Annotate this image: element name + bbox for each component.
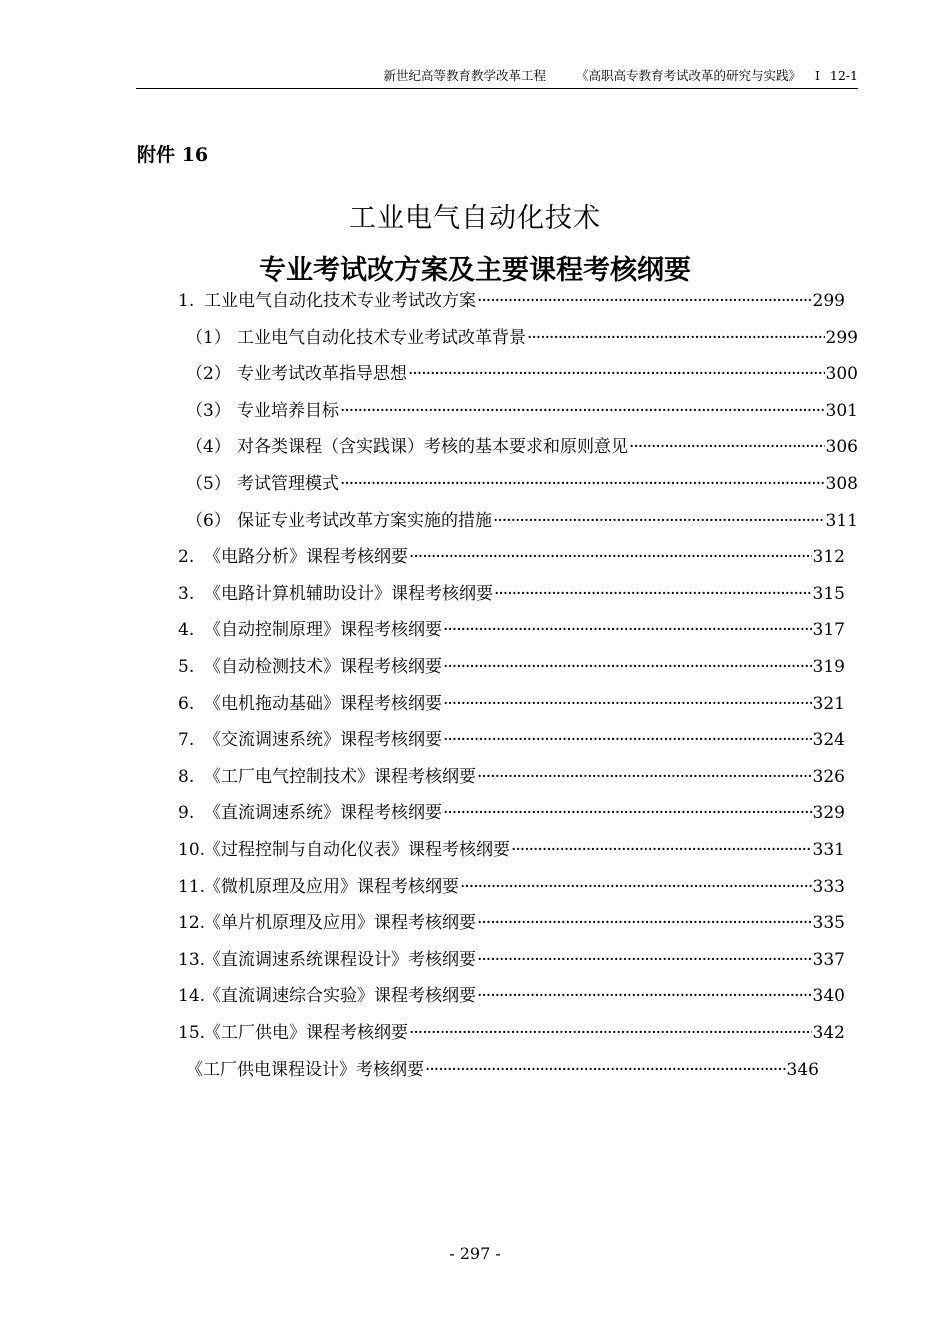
toc-entry-number: 15. <box>178 1023 206 1043</box>
toc-dot-leader <box>477 765 812 789</box>
toc-entry-number: （6） <box>186 510 231 531</box>
toc-entry-number: （1） <box>186 327 231 348</box>
toc-entry-number: 5. <box>178 657 195 677</box>
toc-entry-number: 10. <box>178 840 206 860</box>
toc-dot-leader <box>511 838 812 862</box>
toc-entry-page: 324 <box>812 730 845 751</box>
toc-entry[interactable] <box>186 362 858 386</box>
toc-entry[interactable] <box>186 399 858 423</box>
document-title: 工业电气自动化技术 <box>349 203 601 234</box>
toc-entry-title: 《电路分析》课程考核纲要 <box>204 547 408 568</box>
toc-entry-page: 321 <box>812 693 845 714</box>
toc-entry-page: 333 <box>812 876 845 897</box>
toc-entry-title: 《微机原理及应用》课程考核纲要 <box>204 876 459 897</box>
toc-entry-number: 14. <box>178 986 206 1007</box>
toc-entry-page: 308 <box>825 474 858 494</box>
page-number: - 297 - <box>449 1244 501 1263</box>
toc-entry-page: 319 <box>812 657 845 677</box>
toc-entry[interactable] <box>178 838 845 862</box>
toc-entry-page: 335 <box>812 913 845 934</box>
toc-entry-number: 8. <box>178 766 195 787</box>
header-code: 12-1 <box>829 68 858 83</box>
toc-entry[interactable] <box>178 1021 845 1045</box>
toc-entry-title: 专业考试改革指导思想 <box>237 364 407 385</box>
toc-dot-leader <box>460 875 812 899</box>
toc-entry-title: 保证专业考试改革方案实施的措施 <box>237 510 492 531</box>
toc-dot-leader <box>477 911 812 935</box>
toc-dot-leader <box>527 326 825 350</box>
toc-entry[interactable] <box>186 509 858 533</box>
toc-entry-page: 326 <box>812 766 845 787</box>
toc-entry-title: 《自动控制原理》课程考核纲要 <box>204 620 442 641</box>
toc-entry-page: 299 <box>825 327 858 348</box>
toc-entry-page: 346 <box>786 1059 819 1080</box>
toc-entry[interactable] <box>178 911 845 935</box>
toc-dot-leader <box>443 655 812 679</box>
attachment-label: 附件 16 <box>137 144 209 166</box>
toc-entry-page: 337 <box>812 949 845 970</box>
toc-entry-title: 《交流调速系统》课程考核纲要 <box>204 730 442 751</box>
toc-entry-title: 《过程控制与自动化仪表》课程考核纲要 <box>204 840 510 860</box>
toc-entry-page: 299 <box>812 291 845 311</box>
toc-entry[interactable] <box>186 326 858 350</box>
toc-entry-title: 《工厂电气控制技术》课程考核纲要 <box>204 766 476 787</box>
toc-dot-leader <box>409 545 812 569</box>
toc-entry-title: 《电路计算机辅助设计》课程考核纲要 <box>204 583 493 604</box>
toc-entry-title: 专业培养目标 <box>237 400 339 421</box>
toc-dot-leader <box>408 362 825 386</box>
toc-entry-title: 《工厂供电》课程考核纲要 <box>204 1023 408 1043</box>
toc-entry-number: 4. <box>178 620 195 641</box>
toc-entry-number: （2） <box>186 364 231 385</box>
toc-dot-leader <box>443 728 812 752</box>
toc-entry-title: 《电机拖动基础》课程考核纲要 <box>204 693 442 714</box>
toc-entry-page: 340 <box>812 986 845 1007</box>
toc-entry-number: 3. <box>178 583 195 604</box>
toc-entry-number: 13. <box>178 949 206 970</box>
toc-entry[interactable] <box>178 582 845 606</box>
toc-entry-title: 考试管理模式 <box>237 474 339 494</box>
toc-dot-leader <box>477 984 812 1008</box>
toc-entry[interactable] <box>178 692 845 716</box>
header-project-name: 新世纪高等教育教学改革工程 <box>383 68 546 83</box>
toc-dot-leader <box>477 948 812 972</box>
toc-entry-page: 300 <box>825 364 858 385</box>
header-book-title: 《高职高专教育考试改革的研究与实践》 <box>575 68 801 83</box>
toc-entry-number: （5） <box>186 474 231 494</box>
toc-entry-title: 《自动检测技术》课程考核纲要 <box>204 657 442 677</box>
toc-entry[interactable] <box>178 984 845 1008</box>
toc-entry-title: 《直流调速系统课程设计》考核纲要 <box>204 949 476 970</box>
toc-entry-number: 9. <box>178 803 195 824</box>
toc-dot-leader <box>477 289 812 313</box>
toc-entry-page: 301 <box>825 400 858 421</box>
toc-entry-page: 312 <box>812 547 845 568</box>
toc-entry-page: 311 <box>825 510 858 531</box>
toc-entry[interactable] <box>186 1058 819 1082</box>
toc-dot-leader <box>425 1058 786 1082</box>
toc-entry-page: 315 <box>812 583 845 604</box>
toc-entry[interactable] <box>178 545 845 569</box>
toc-entry-number: （4） <box>186 437 231 458</box>
document-subtitle: 专业考试改方案及主要课程考核纲要 <box>259 255 691 286</box>
toc-entry-page: 306 <box>825 437 858 458</box>
toc-entry-number: 6. <box>178 693 195 714</box>
toc-entry[interactable] <box>186 435 858 459</box>
running-header <box>136 66 858 89</box>
toc-entry-number: 1. <box>178 291 195 311</box>
toc-entry-title: 对各类课程（含实践课）考核的基本要求和原则意见 <box>237 437 628 458</box>
toc-dot-leader <box>443 801 812 825</box>
toc-entry-page: 331 <box>812 840 845 860</box>
toc-entry-title: 《工厂供电课程设计》考核纲要 <box>186 1059 424 1080</box>
toc-entry[interactable] <box>178 618 845 642</box>
toc-dot-leader <box>493 509 825 533</box>
toc-entry-number: 12. <box>178 913 206 934</box>
toc-entry[interactable] <box>178 289 845 313</box>
toc-entry[interactable] <box>178 765 845 789</box>
toc-entry-title: 《单片机原理及应用》课程考核纲要 <box>204 913 476 934</box>
header-separator: Ⅰ <box>814 68 820 83</box>
toc-dot-leader <box>443 618 812 642</box>
toc-entry-page: 342 <box>812 1023 845 1043</box>
toc-entry-number: 2. <box>178 547 195 568</box>
toc-entry-number: （3） <box>186 400 231 421</box>
toc-entry-number: 7. <box>178 730 195 751</box>
toc-entry[interactable] <box>178 655 845 679</box>
toc-dot-leader <box>340 399 825 423</box>
toc-dot-leader <box>629 435 825 459</box>
toc-dot-leader <box>340 472 825 496</box>
toc-entry-page: 317 <box>812 620 845 641</box>
toc-entry-page: 329 <box>812 803 845 824</box>
toc-dot-leader <box>494 582 812 606</box>
toc-entry[interactable] <box>178 728 845 752</box>
toc-entry-number: 11. <box>178 876 206 897</box>
toc-dot-leader <box>409 1021 812 1045</box>
toc-dot-leader <box>443 692 812 716</box>
toc-entry-title: 工业电气自动化技术专业考试改革背景 <box>237 327 526 348</box>
toc-entry-title: 工业电气自动化技术专业考试改方案 <box>204 291 476 311</box>
toc-entry[interactable] <box>178 948 845 972</box>
toc-entry[interactable] <box>186 472 858 496</box>
toc-entry[interactable] <box>178 801 845 825</box>
toc-entry-title: 《直流调速系统》课程考核纲要 <box>204 803 442 824</box>
toc-entry-title: 《直流调速综合实验》课程考核纲要 <box>204 986 476 1007</box>
toc-entry[interactable] <box>178 875 845 899</box>
